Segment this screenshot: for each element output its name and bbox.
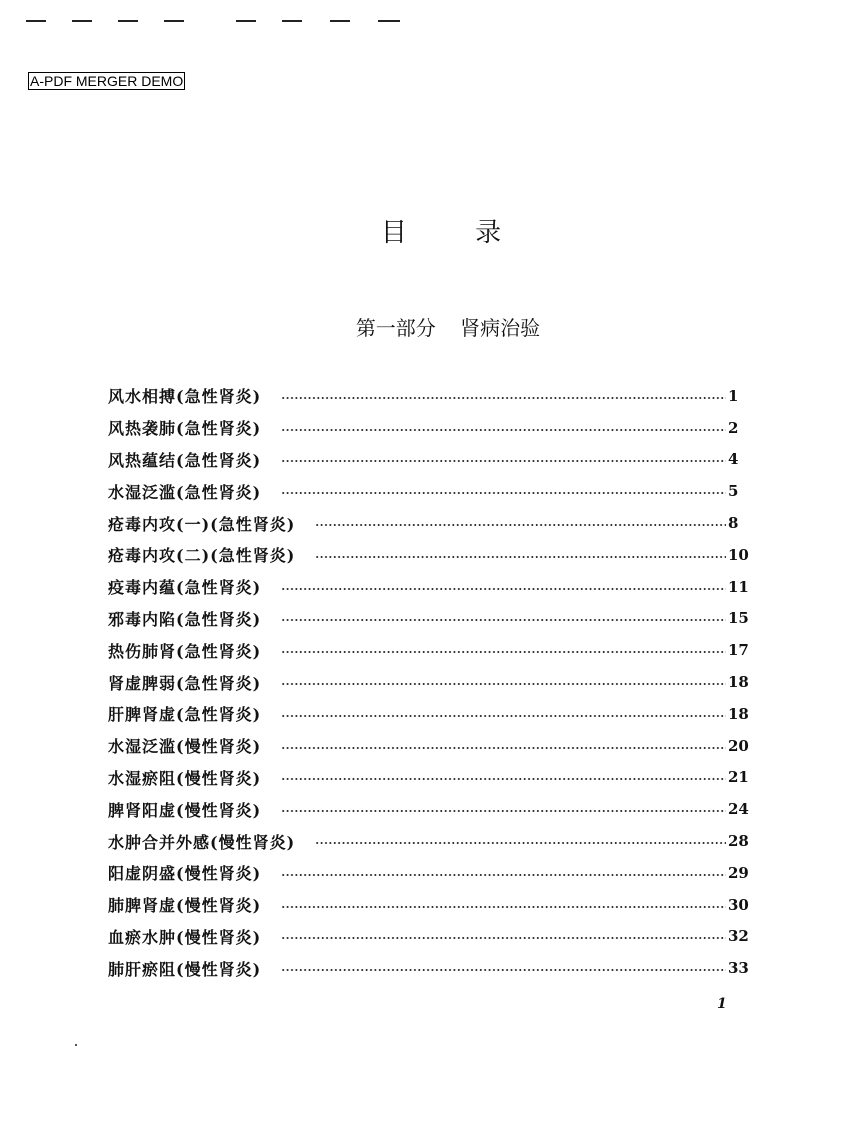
toc-entry[interactable] (108, 793, 748, 825)
toc-entry-label: 脾肾阳虚(慢性肾炎) (108, 800, 262, 820)
toc-entry[interactable] (108, 571, 748, 603)
toc-entry[interactable] (108, 825, 748, 857)
toc-dot-leader (281, 683, 726, 685)
dash-mark (330, 20, 350, 22)
toc-entry-label: 肾虚脾弱(急性肾炎) (108, 673, 262, 693)
watermark-label: A-PDF MERGER DEMO (30, 73, 184, 89)
toc-entry-page: 10 (728, 545, 749, 564)
dash-mark (236, 20, 256, 22)
toc-entry[interactable] (108, 857, 748, 889)
page-number: 1 (717, 996, 727, 1012)
toc-entry-label: 肝脾肾虚(急性肾炎) (108, 705, 262, 725)
toc-entry-label: 风热袭肺(急性肾炎) (108, 419, 262, 439)
toc-entry[interactable] (108, 634, 748, 666)
toc-entry-page: 18 (728, 704, 749, 723)
toc-dot-leader (281, 492, 726, 494)
toc-dot-leader (315, 524, 726, 526)
toc-entry-label: 热伤肺肾(急性肾炎) (108, 641, 262, 661)
toc-entry[interactable] (108, 762, 748, 794)
toc-dot-leader (281, 588, 726, 590)
toc-entry-page: 11 (728, 577, 749, 596)
toc-entry-page: 1 (728, 386, 739, 405)
toc-dot-leader (315, 842, 726, 844)
toc-entry-page: 24 (728, 800, 749, 819)
toc-dot-leader (281, 778, 726, 780)
toc-dot-leader (281, 937, 726, 939)
toc-entry-page: 21 (728, 768, 749, 787)
toc-entry-label: 疮毒内攻(二)(急性肾炎) (108, 546, 296, 566)
toc-dot-leader (281, 429, 726, 431)
toc-dot-leader (281, 651, 726, 653)
toc-entry-page: 2 (728, 418, 739, 437)
toc-entry-page: 29 (728, 863, 749, 882)
toc-entry-label: 肺肝瘀阻(慢性肾炎) (108, 959, 262, 979)
toc-entry-label: 肺脾肾虚(慢性肾炎) (108, 896, 262, 916)
toc-dot-leader (281, 969, 726, 971)
dash-mark (282, 20, 302, 22)
part-title: 第一部分 肾病治验 (355, 316, 541, 340)
toc-entry[interactable] (108, 380, 748, 412)
toc-entry[interactable] (108, 507, 748, 539)
dash-mark (378, 20, 400, 22)
toc-entry-label: 风热蕴结(急性肾炎) (108, 450, 262, 470)
toc-entry-label: 血瘀水肿(慢性肾炎) (108, 927, 262, 947)
toc-entry[interactable] (108, 475, 748, 507)
toc-entry-page: 30 (728, 895, 749, 914)
dash-mark (164, 20, 184, 22)
toc-entry-label: 水湿泛滥(急性肾炎) (108, 482, 262, 502)
toc-entry-page: 4 (728, 450, 739, 469)
toc-entry-page: 17 (728, 641, 749, 660)
toc-dot-leader (281, 397, 726, 399)
toc-entry[interactable] (108, 539, 748, 571)
toc-entry[interactable] (108, 921, 748, 953)
toc-dot-leader (281, 906, 726, 908)
toc-entry-label: 疮毒内攻(一)(急性肾炎) (108, 514, 296, 534)
dash-mark (72, 20, 92, 22)
page-title: 目 录 (380, 218, 532, 248)
toc-entry-page: 33 (728, 959, 749, 978)
header-dash-marks (26, 14, 426, 28)
toc-dot-leader (281, 460, 726, 462)
table-of-contents (108, 380, 748, 984)
toc-entry-page: 5 (728, 482, 739, 501)
toc-entry-label: 水湿泛滥(慢性肾炎) (108, 737, 262, 757)
toc-dot-leader (315, 556, 726, 558)
toc-entry-page: 15 (728, 609, 749, 628)
toc-entry-label: 疫毒内蕴(急性肾炎) (108, 578, 262, 598)
toc-entry[interactable] (108, 889, 748, 921)
toc-dot-leader (281, 715, 726, 717)
dash-mark (118, 20, 138, 22)
dash-mark (26, 20, 46, 22)
toc-entry-label: 风水相搏(急性肾炎) (108, 387, 262, 407)
toc-entry[interactable] (108, 603, 748, 635)
toc-entry[interactable] (108, 412, 748, 444)
toc-entry[interactable] (108, 666, 748, 698)
toc-entry[interactable] (108, 730, 748, 762)
toc-dot-leader (281, 874, 726, 876)
toc-entry[interactable] (108, 698, 748, 730)
toc-dot-leader (281, 747, 726, 749)
toc-entry-label: 水湿瘀阻(慢性肾炎) (108, 768, 262, 788)
toc-entry-page: 20 (728, 736, 749, 755)
toc-entry-page: 18 (728, 673, 749, 692)
toc-entry[interactable] (108, 444, 748, 476)
toc-entry-label: 邪毒内陷(急性肾炎) (108, 609, 262, 629)
toc-entry-label: 阳虚阴盛(慢性肾炎) (108, 864, 262, 884)
toc-entry-page: 28 (728, 832, 749, 851)
toc-entry[interactable] (108, 952, 748, 984)
toc-entry-page: 32 (728, 927, 749, 946)
toc-entry-page: 8 (728, 514, 739, 533)
toc-dot-leader (281, 619, 726, 621)
toc-dot-leader (281, 810, 726, 812)
toc-entry-label: 水肿合并外感(慢性肾炎) (108, 832, 296, 852)
scan-speck (75, 1044, 77, 1046)
